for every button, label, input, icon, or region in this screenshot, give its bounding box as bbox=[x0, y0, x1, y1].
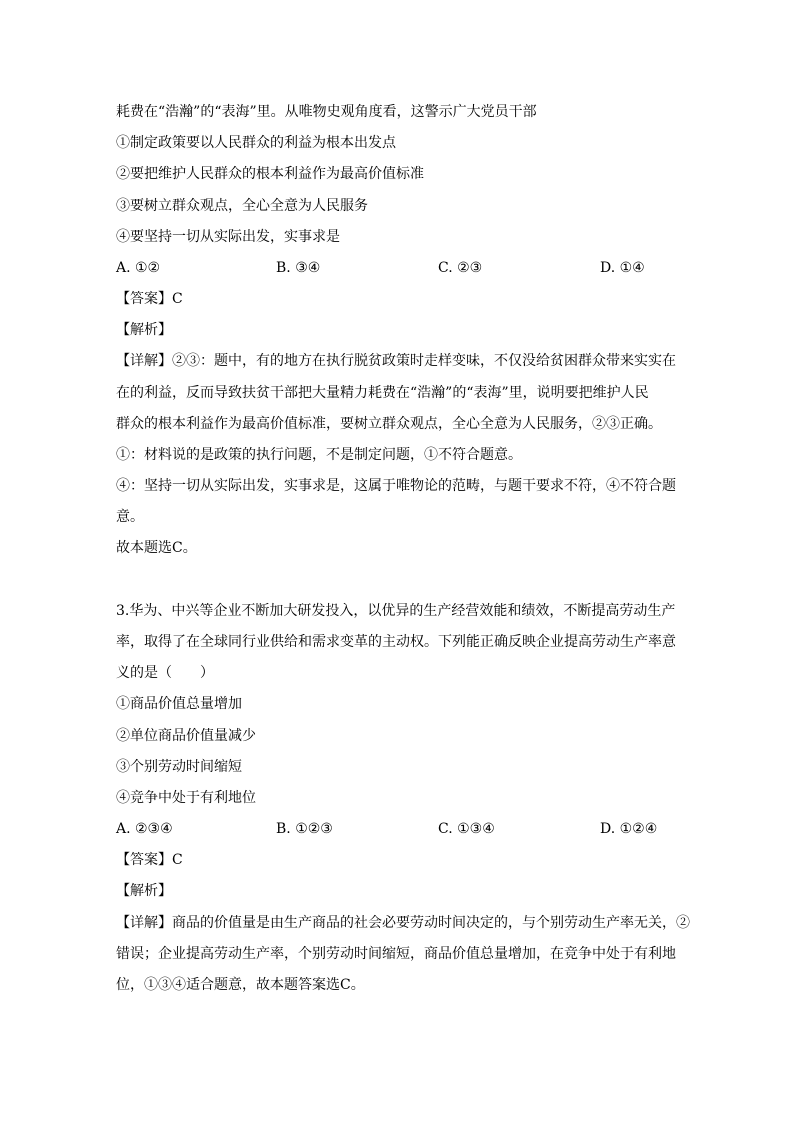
q3-option-c: C. ①③④ bbox=[438, 821, 495, 837]
q2-option-b: B. ③④ bbox=[276, 260, 321, 276]
q2-item-1: ①制定政策要以人民群众的利益为根本出发点 bbox=[116, 135, 396, 151]
q2-analysis-line-1: 【详解】②③：题中，有的地方在执行脱贫政策时走样变味，不仅没给贫困群众带来实实在 bbox=[116, 353, 676, 369]
q3-stem-line-1: 3.华为、中兴等企业不断加大研发投入，以优异的生产经营效能和绩效，不断提高劳动生产 bbox=[116, 603, 676, 619]
q2-analysis-line-6: 意。 bbox=[116, 509, 144, 525]
q3-analysis-line-3: 位，①③④适合题意，故本题答案选C。 bbox=[116, 977, 365, 993]
q3-item-2: ②单位商品价值量减少 bbox=[116, 728, 256, 744]
q2-item-2: ②要把维护人民群众的根本利益作为最高价值标准 bbox=[116, 166, 424, 182]
q3-analysis-line-1: 【详解】商品的价值量是由生产商品的社会必要劳动时间决定的，与个别劳动生产率无关，② bbox=[116, 915, 690, 931]
q3-item-3: ③个别劳动时间缩短 bbox=[116, 759, 242, 775]
q3-option-a: A. ②③④ bbox=[116, 821, 173, 837]
q3-analysis-line-2: 错误；企业提高劳动生产率，个别劳动时间缩短，商品价值总量增加，在竞争中处于有利地 bbox=[116, 946, 676, 962]
q2-analysis-line-3: 群众的根本利益作为最高价值标准，要树立群众观点，全心全意为人民服务，②③正确。 bbox=[116, 416, 662, 432]
q2-answer: 【答案】C bbox=[116, 291, 183, 307]
q3-option-b: B. ①②③ bbox=[276, 821, 333, 837]
q2-stem-tail: 耗费在“浩瀚”的“表海”里。从唯物史观角度看，这警示广大党员干部 bbox=[116, 104, 537, 120]
q3-stem-line-2: 率，取得了在全球同行业供给和需求变革的主动权。下列能正确反映企业提高劳动生产率意 bbox=[116, 634, 676, 650]
q3-item-4: ④竞争中处于有利地位 bbox=[116, 790, 256, 806]
q2-analysis-label: 【解析】 bbox=[116, 322, 172, 338]
q2-analysis-line-5: ④：坚持一切从实际出发，实事求是，这属于唯物论的范畴，与题干要求不符，④不符合题 bbox=[116, 478, 676, 494]
q3-item-1: ①商品价值总量增加 bbox=[116, 696, 242, 712]
q3-option-d: D. ①②④ bbox=[600, 821, 658, 837]
q3-analysis-label: 【解析】 bbox=[116, 883, 172, 899]
q2-analysis-line-4: ①：材料说的是政策的执行问题，不是制定问题，①不符合题意。 bbox=[116, 447, 522, 463]
q2-analysis-line-2: 在的利益，反而导致扶贫干部把大量精力耗费在“浩瀚”的“表海”里，说明要把维护人民 bbox=[116, 385, 649, 401]
q2-item-4: ④要坚持一切从实际出发，实事求是 bbox=[116, 229, 340, 245]
q2-conclusion: 故本题选C。 bbox=[116, 540, 197, 556]
q3-stem-line-3: 义的是（ ） bbox=[116, 665, 214, 681]
q2-option-c: C. ②③ bbox=[438, 260, 483, 276]
q2-option-a: A. ①② bbox=[116, 260, 161, 276]
q3-answer: 【答案】C bbox=[116, 852, 183, 868]
q2-option-d: D. ①④ bbox=[600, 260, 645, 276]
q2-item-3: ③要树立群众观点，全心全意为人民服务 bbox=[116, 198, 368, 214]
